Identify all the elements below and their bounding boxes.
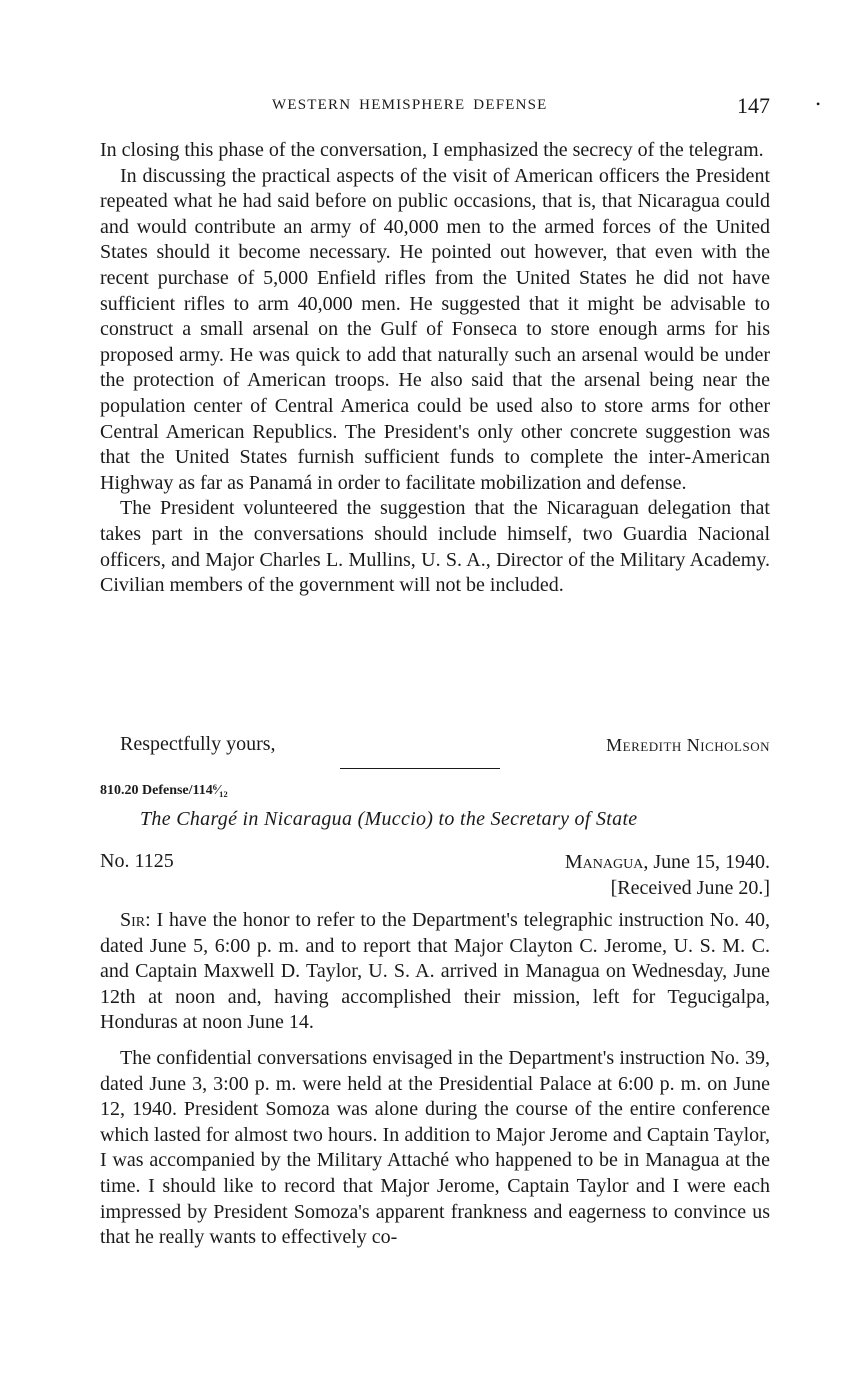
paragraph-confidential-conversations: The confidential conversations envisaged in the Department's instruction No. 39, dated June 3, 3:00 p. m. were held at the Presidential Palace at 6:00 p. m. on June 12, 1940. President Somoza was alone during the course of the entire conference which lasted for almost two hours. In addition to Major Jerome and Captain Taylor, I was accompanied by the Military Attaché who happened to be in Managua at the time. I should like to record that Major Jerome, Captain Taylor and I were each impressed by President Somoza's apparent frankness and eagerness to convince us that he really wants to effectively co- [100,1046,770,1249]
paragraph-salutation [100,908,770,1036]
paragraph-practical-aspects: In discussing the practical aspects of the visit of American officers the President repeated what he had said before on public occasions, that is, that Nicaragua could and would contribute an army of 40,000 men to the armed forces of the United States should it become necessary. He pointed out however, that even with the recent purchase of 5,000 Enfield rifles from the United States he did not have sufficient rifles to arm 40,000 men. He suggested that it might be advisable to construct a small arsenal on the Gulf of Fonseca to store enough arms for his proposed army. He was quick to add that naturally such an arsenal would be under the protection of American troops. He also said that the arsenal being near the population center of Central America could be used also to store arms for other Central American Republics. The President's only other concrete suggestion was that the United States furnish sufficient funds to complete the inter-American Highway as far as Panamá in order to facilitate mobilization and defense. [100,164,770,494]
received-note: [Received June 20.] [610,876,770,899]
letter-body [100,138,770,599]
running-head [100,93,770,123]
dateline [565,850,770,901]
file-reference: 810.20 Defense/114⁶⁄₁₂ [100,783,228,798]
document-number: No. 1125 [100,850,174,872]
page-number: 147 [737,93,770,118]
running-title: WESTERN HEMISPHERE DEFENSE [272,97,548,113]
paragraph-delegation: The President volunteered the suggestion that the Nicaraguan delegation that takes part in the conversations should include himself, two Guardia Nacional officers, and Major Charles L. Mullins, U. S. A., Director of the Military Academy. Civilian members of the government will not be included. [100,497,770,597]
date: , June 15, 1940. [643,851,770,873]
paragraph-closing-phase: In closing this phase of the conversation, I emphasized the secrecy of the telegram. [100,139,764,161]
section-divider [340,768,500,769]
place-date [565,850,770,876]
dispatch-body [100,908,770,1251]
paragraph-telegraphic-instruction: : I have the honor to refer to the Department's telegraphic instruction No. 40, dated June 5, 6:00 p. m. and to report that Major Clayton C. Jerome, U. S. M. C. and Captain Maxwell D. Taylor, U. S. A. arrived in Managua on Wednesday, June 12th at noon and, having accomplished their mission, left for Tegucigalpa, Honduras at noon June 14. [100,909,770,1034]
salutation: Sir [120,909,146,931]
signature: Meredith Nicholson [606,735,770,755]
document-heading: The Chargé in Nicaragua (Muccio) to the Secretary of State [140,808,638,830]
complimentary-close: Respectfully yours, [120,733,276,755]
place: Managua [564,851,644,873]
margin-mark: • [816,97,821,111]
